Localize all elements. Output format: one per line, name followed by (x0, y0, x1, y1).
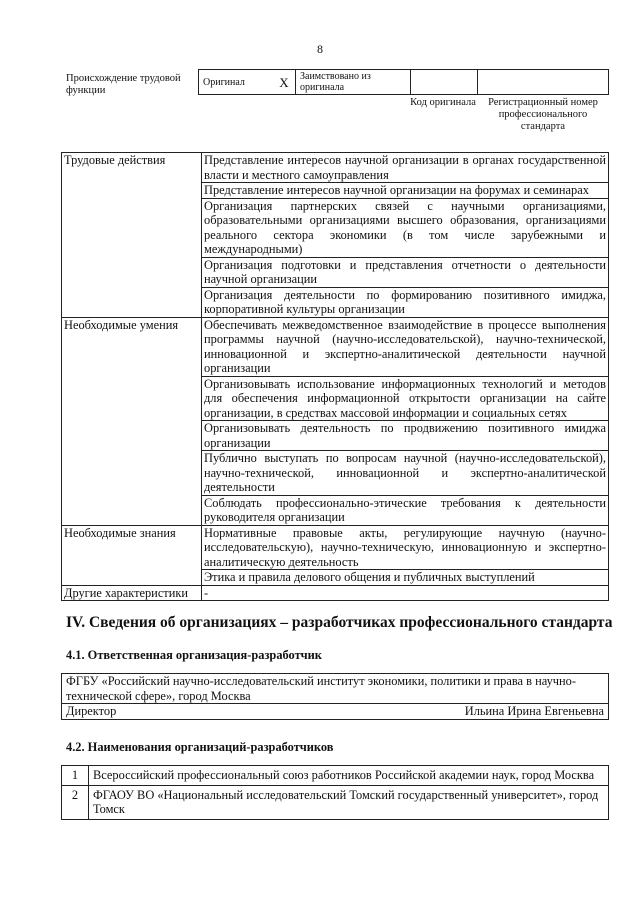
functions-table (61, 152, 609, 601)
list-item: Публично выступать по вопросам научной (научно-исследовательской), научно-технической, инновационной и экспертно-аналитической деятельности (202, 451, 609, 496)
origin-label: Происхождение трудовой функции (66, 73, 181, 96)
original-code-cell (411, 70, 478, 95)
list-item: Организовывать деятельность по продвижению позитивного имиджа организации (202, 421, 609, 451)
list-item: Этика и правила делового общения и публичных выступлений (202, 570, 609, 586)
table-row (62, 317, 609, 376)
position: Директор (62, 704, 224, 720)
list-item: Обеспечивать межведомственное взаимодействие в процессе выполнения программы научной (научно-исследовательской), научно-технической, инновационной и экспертно-аналитической деятельности научной организации (202, 317, 609, 376)
person-name: Ильина Ирина Евгеньевна (223, 704, 608, 720)
other-label: Другие характеристики (62, 585, 202, 601)
original-mark: X (273, 70, 296, 95)
list-item: Организация партнерских связей с научными организациями, образовательными организациями высшего образования, организациями реального сектора экономики (в том числе зарубежными и международными) (202, 198, 609, 257)
developer-name: ФГАОУ ВО «Национальный исследовательский Томский государственный университет», город Томск (89, 785, 609, 819)
row-number: 1 (62, 766, 89, 786)
responsible-org-table (61, 673, 609, 720)
table-row (62, 766, 609, 786)
original-label: Оригинал (199, 70, 274, 95)
list-item: Организовывать использование информационных технологий и методов для обеспечения информационной открытости организации на сайте организации, в средствах массовой информации и социальных сетях (202, 376, 609, 421)
reg-number-caption: Регистрационный номер профессионального стандарта (488, 97, 598, 132)
table-row (62, 674, 609, 704)
table-row (62, 153, 609, 183)
labor-actions-label: Трудовые действия (62, 153, 202, 318)
list-item: Представление интересов научной организации на форумах и семинарах (202, 183, 609, 199)
subsection-title: 4.2. Наименования организаций-разработчиков (66, 740, 334, 754)
knowledge-label: Необходимые знания (62, 525, 202, 585)
reg-number-cell (478, 70, 609, 95)
list-item: Организация подготовки и представления отчетности о деятельности научной организации (202, 257, 609, 287)
row-number: 2 (62, 785, 89, 819)
borrowed-label: Заимствовано из оригинала (296, 70, 411, 95)
list-item: Организация деятельности по формированию позитивного имиджа, корпоративной культуры организации (202, 287, 609, 317)
table-row (62, 525, 609, 570)
other-value: - (202, 585, 609, 601)
page-number: 8 (317, 42, 323, 56)
developer-name: Всероссийский профессиональный союз работников Российской академии наук, город Москва (89, 766, 609, 786)
code-caption: Код оригинала (410, 97, 476, 108)
table-row (62, 785, 609, 819)
section-title: IV. Сведения об организациях – разработчиках профессионального стандарта (66, 614, 613, 631)
subsection-title: 4.1. Ответственная организация-разработчик (66, 648, 322, 662)
list-item: Нормативные правовые акты, регулирующие научную (научно-исследовательскую), научно-техническую, инновационную и экспертно-аналитическую деятельность (202, 525, 609, 570)
skills-label: Необходимые умения (62, 317, 202, 525)
table-row (62, 704, 609, 720)
list-item: Соблюдать профессионально-этические требования к деятельности руководителя организации (202, 495, 609, 525)
responsible-org-name: ФГБУ «Российский научно-исследовательский институт экономики, политики и права в научно-технической сфере», город Москва (62, 674, 609, 704)
developers-table (61, 765, 609, 820)
list-item: Представление интересов научной организации в органах государственной власти и местного самоуправления (202, 153, 609, 183)
table-row (62, 585, 609, 601)
origin-table (198, 69, 609, 95)
